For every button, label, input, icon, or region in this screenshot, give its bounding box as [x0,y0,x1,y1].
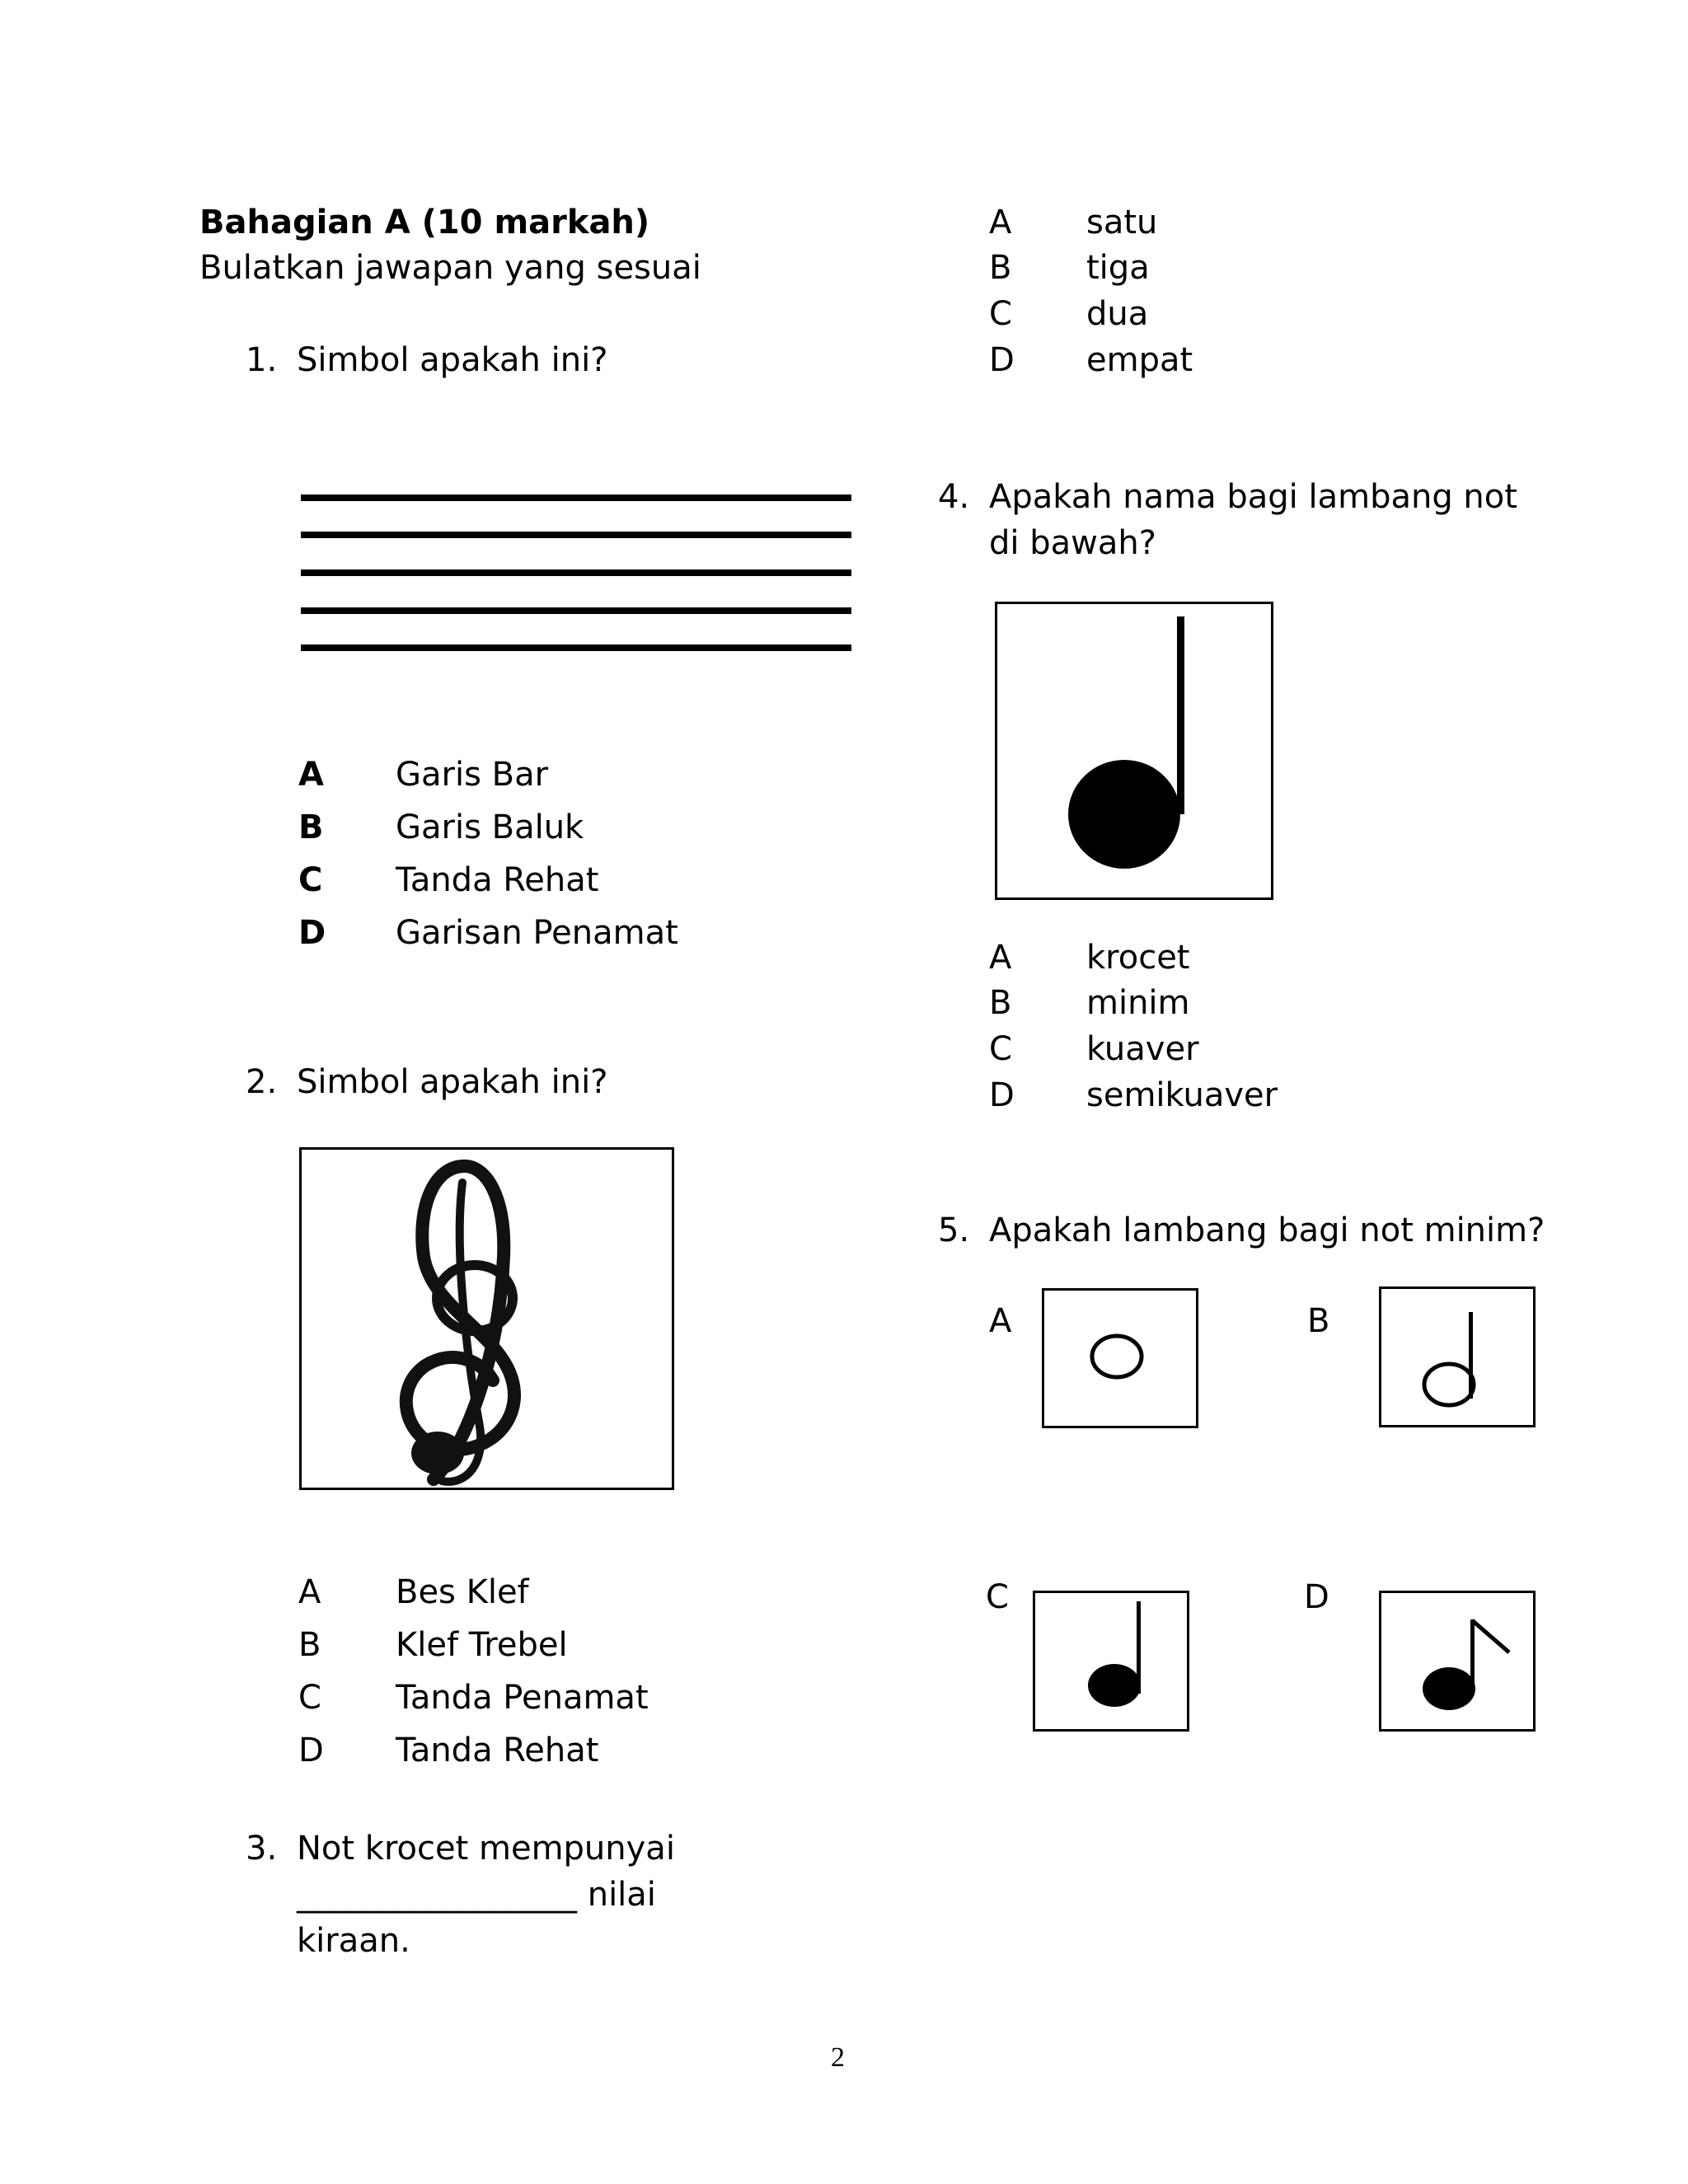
q1-text: Simbol apakah ini? [297,341,608,379]
q1-option-letter[interactable]: B [298,808,324,846]
section-title: Bahagian A (10 markah) [199,204,650,241]
staff-line [301,569,851,576]
crotchet-note-icon [1035,1593,1187,1729]
q3-text-line3: kiraan. [297,1922,410,1960]
q3-text-line1: Not krocet mempunyai [297,1830,675,1868]
q2-option-text: Bes Klef [396,1573,529,1611]
q1-option-letter[interactable]: C [298,861,323,899]
staff-line [301,607,851,614]
q5-option-letter[interactable]: D [1304,1578,1329,1616]
q3-number: 3. [246,1830,278,1868]
q1-option-text: Garisan Penamat [396,914,678,952]
q3-option-letter[interactable]: B [989,249,1012,287]
q4-option-letter[interactable]: B [989,984,1012,1022]
q1-option-text: Garis Bar [396,756,549,794]
q4-option-letter[interactable]: C [989,1030,1012,1068]
quaver-note-icon [1381,1593,1533,1729]
q4-option-letter[interactable]: A [989,939,1012,977]
q1-option-text: Garis Baluk [396,808,584,846]
q1-option-text: Tanda Rehat [396,861,599,899]
treble-clef-icon [302,1150,672,1488]
page-number: 2 [831,2042,845,2073]
q2-option-text: Tanda Penamat [396,1679,649,1717]
q1-option-letter[interactable]: D [298,914,326,952]
q4-number: 4. [938,478,970,516]
minim-note-icon [1381,1289,1533,1425]
q1-number: 1. [246,341,278,379]
q4-option-text: krocet [1086,939,1190,977]
q5-option-b-box[interactable] [1379,1286,1536,1427]
q3-option-text: empat [1086,341,1193,379]
q2-option-letter[interactable]: D [298,1732,324,1769]
q2-option-letter[interactable]: B [298,1626,321,1664]
q4-option-letter[interactable]: D [989,1076,1015,1114]
q3-text-line2: _________________ nilai [297,1876,656,1914]
q1-option-letter[interactable]: A [298,756,324,794]
q5-text: Apakah lambang bagi not minim? [989,1212,1545,1249]
q4-option-text: semikuaver [1086,1076,1278,1114]
q3-option-text: satu [1086,204,1158,241]
q5-option-letter[interactable]: A [989,1302,1012,1340]
q2-option-letter[interactable]: C [298,1679,321,1717]
q5-option-c-box[interactable] [1033,1591,1189,1732]
q5-option-d-box[interactable] [1379,1591,1536,1732]
treble-clef-box [299,1147,674,1490]
instruction-text: Bulatkan jawapan yang sesuai [199,249,701,287]
q3-option-letter[interactable]: A [989,204,1012,241]
q3-option-text: tiga [1086,249,1150,287]
q5-number: 5. [938,1212,970,1249]
q2-option-letter[interactable]: A [298,1573,321,1611]
q2-option-text: Klef Trebel [396,1626,568,1664]
q2-text: Simbol apakah ini? [297,1063,608,1101]
whole-note-icon [1044,1291,1196,1426]
q2-number: 2. [246,1063,278,1101]
q3-option-letter[interactable]: C [989,295,1012,333]
q4-option-text: kuaver [1086,1030,1199,1068]
crotchet-note-box [995,602,1273,900]
q4-text-line2: di bawah? [989,524,1156,562]
q4-text-line1: Apakah nama bagi lambang not [989,478,1517,516]
staff-line [301,494,851,501]
q3-option-text: dua [1086,295,1149,333]
q2-option-text: Tanda Rehat [396,1732,599,1769]
q5-option-letter[interactable]: B [1307,1302,1330,1340]
crotchet-note-icon [997,604,1271,898]
q4-option-text: minim [1086,984,1190,1022]
q5-option-a-box[interactable] [1042,1288,1198,1428]
staff-line [301,644,851,651]
q5-option-letter[interactable]: C [986,1578,1009,1616]
staff-line [301,532,851,538]
q3-option-letter[interactable]: D [989,341,1015,379]
